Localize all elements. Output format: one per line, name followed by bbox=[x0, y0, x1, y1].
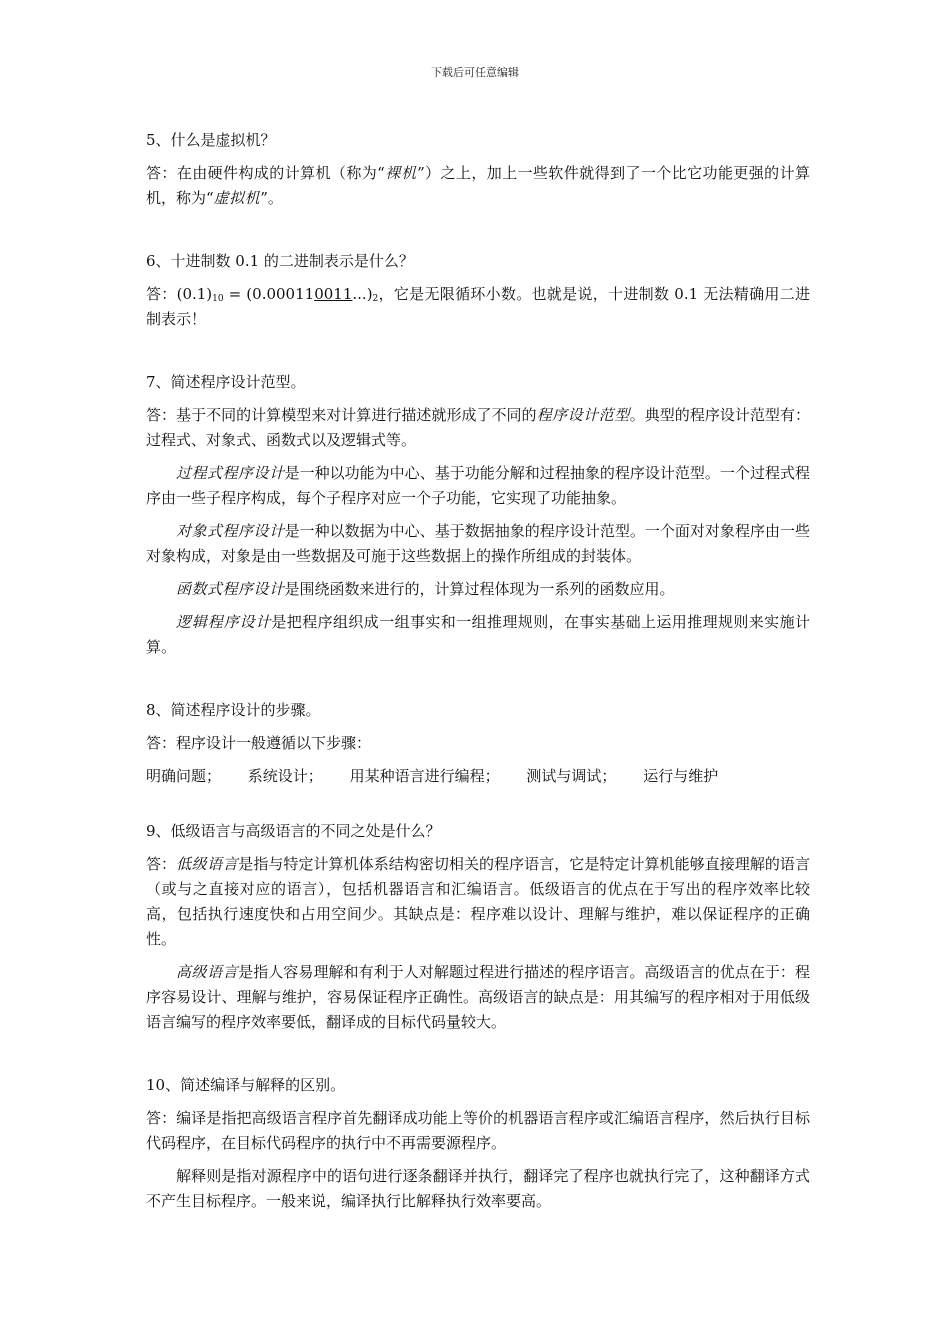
answer-9-high-level: 高级语言是指人容易理解和有利于人对解题过程进行描述的程序语言。高级语言的优点在于：程序容易设计、理解与维护，容易保证程序正确性。高级语言的缺点是：用其编写的程序相对于用低级语言编写的程序效率要低，翻译成的目标代码量较大。 bbox=[146, 963, 810, 1031]
answer-7-logic: 逻辑程序设计是把程序组织成一组事实和一组推理规则，在事实基础上运用推理规则来实施计算。 bbox=[146, 613, 810, 656]
answer-7-functional: 函数式程序设计是围绕函数来进行的，计算过程体现为一系列的函数应用。 bbox=[176, 580, 675, 598]
step-item: 系统设计； bbox=[247, 767, 323, 785]
answer-7-intro: 答：基于不同的计算模型来对计算进行描述就形成了不同的程序设计范型。典型的程序设计范型有：过程式、对象式、函数式以及逻辑式等。 bbox=[146, 406, 810, 449]
repeating-digits: 0011 bbox=[314, 285, 353, 303]
step-item: 用某种语言进行编程； bbox=[349, 767, 500, 785]
question-7-title: 7、简述程序设计范型。 bbox=[146, 373, 306, 391]
steps-list bbox=[146, 764, 810, 789]
question-10-title: 10、简述编译与解释的区别。 bbox=[146, 1076, 346, 1094]
answer-8: 答：程序设计一般遵循以下步骤： bbox=[146, 734, 372, 752]
answer-10-compile: 答：编译是指把高级语言程序首先翻译成功能上等价的机器语言程序或汇编语言程序，然后执行目标代码程序，在目标代码程序的执行中不再需要源程序。 bbox=[146, 1109, 810, 1152]
term-low-level: 低级语言 bbox=[176, 855, 239, 873]
answer-7-object: 对象式程序设计是一种以数据为中心、基于数据抽象的程序设计范型。一个面对对象程序由一些对象构成，对象是由一些数据及可施于这些数据上的操作所组成的封装体。 bbox=[146, 522, 810, 565]
step-item: 运行与维护 bbox=[643, 767, 719, 785]
answer-9-low-level: 答：低级语言是指与特定计算机体系结构密切相关的程序语言，它是特定计算机能够直接理解的语言（或与之直接对应的语言），包括机器语言和汇编语言。低级语言的优点在于写出的程序效率比较高，包括执行速度快和占用空间少。其缺点是：程序难以设计、理解与维护，难以保证程序的正确性。 bbox=[146, 855, 810, 948]
question-8-title: 8、简述程序设计的步骤。 bbox=[146, 701, 321, 719]
term-high-level: 高级语言 bbox=[176, 963, 239, 981]
answer-7-procedural: 过程式程序设计是一种以功能为中心、基于功能分解和过程抽象的程序设计范型。一个过程式程序由一些子程序构成，每个子程序对应一个子功能，它实现了功能抽象。 bbox=[146, 464, 810, 507]
page-header: 下载后可任意编辑 bbox=[431, 66, 519, 79]
question-5-title: 5、什么是虚拟机？ bbox=[146, 131, 276, 149]
question-6-title: 6、十进制数 0.1 的二进制表示是什么？ bbox=[146, 252, 414, 270]
step-item: 明确问题； bbox=[146, 767, 222, 785]
answer-10-interpret: 解释则是指对源程序中的语句进行逐条翻译并执行，翻译完了程序也就执行完了，这种翻译方式不产生目标程序。一般来说，编译执行比解释执行效率要高。 bbox=[146, 1167, 810, 1210]
term-virtual-machine: 虚拟机 bbox=[213, 189, 261, 207]
question-9-title: 9、低级语言与高级语言的不同之处是什么？ bbox=[146, 822, 441, 840]
answer-6: 答：$(0.1)_{10} = (0.000110011...)_2$，它是无限循环小数。也就是说，十进制数 0.1 无法精确用二进制表示！ bbox=[146, 285, 810, 328]
term-paradigm: 程序设计范型 bbox=[536, 406, 630, 424]
answer-5: 答：在由硬件构成的计算机（称为“裸机”）之上，加上一些软件就得到了一个比它功能更强的计算机，称为“虚拟机”。 bbox=[146, 164, 810, 207]
document-body bbox=[146, 128, 810, 1222]
term-bare-machine: 裸机 bbox=[384, 164, 418, 182]
step-item: 测试与调试； bbox=[526, 767, 617, 785]
